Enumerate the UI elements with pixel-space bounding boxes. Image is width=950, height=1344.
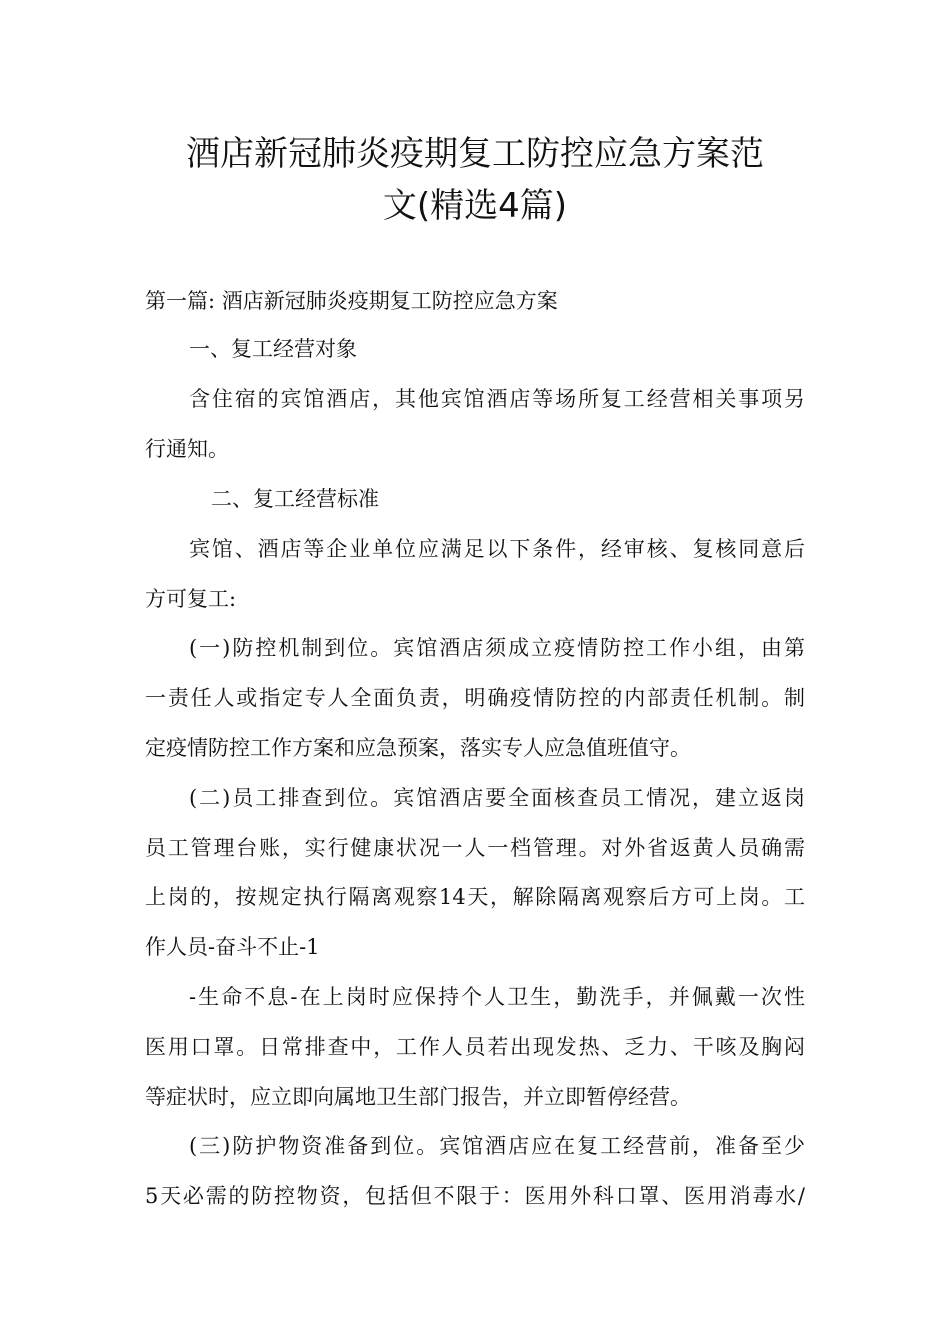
paragraph-line: 医用口罩。日常排查中，工作人员若出现发热、乏力、干咳及胸闷 bbox=[145, 1035, 805, 1059]
paragraph-line: 作人员-奋斗不止-1 bbox=[145, 935, 320, 959]
paragraph-line: 等症状时，应立即向属地卫生部门报告，并立即暂停经营。 bbox=[145, 1085, 691, 1109]
paragraph-line: (二)员工排查到位。宾馆酒店要全面核查员工情况，建立返岗 bbox=[189, 786, 805, 810]
paragraph-line: 定疫情防控工作方案和应急预案，落实专人应急值班值守。 bbox=[145, 736, 691, 760]
section-heading-part-1: 第一篇: 酒店新冠肺炎疫期复工防控应急方案 bbox=[145, 289, 558, 313]
document-title bbox=[145, 128, 805, 232]
paragraph-line: 宾馆、酒店等企业单位应满足以下条件，经审核、复核同意后 bbox=[189, 537, 805, 561]
subheading-resumption-standard: 二、复工经营标准 bbox=[211, 487, 379, 511]
paragraph-line: 一责任人或指定专人全面负责，明确疫情防控的内部责任机制。制 bbox=[145, 686, 805, 710]
paragraph-line: 方可复工: bbox=[145, 587, 237, 611]
subheading-resumption-target: 一、复工经营对象 bbox=[189, 337, 357, 361]
paragraph-line: (一)防控机制到位。宾馆酒店须成立疫情防控工作小组，由第 bbox=[189, 636, 805, 660]
paragraph-line: 上岗的，按规定执行隔离观察14天，解除隔离观察后方可上岗。工 bbox=[145, 885, 805, 909]
title-line-1: 酒店新冠肺炎疫期复工防控应急方案范 bbox=[186, 134, 764, 174]
title-line-2: 文(精选4篇) bbox=[382, 186, 568, 226]
paragraph-line: -生命不息-在上岗时应保持个人卫生，勤洗手，并佩戴一次性 bbox=[189, 985, 805, 1009]
paragraph-line: 行通知。 bbox=[145, 437, 229, 461]
paragraph-line: 含住宿的宾馆酒店，其他宾馆酒店等场所复工经营相关事项另 bbox=[189, 387, 805, 411]
paragraph-line: 5天必需的防控物资，包括但不限于：医用外科口罩、医用消毒水/ bbox=[145, 1184, 805, 1208]
paragraph-line: 员工管理台账，实行健康状况一人一档管理。对外省返黄人员确需 bbox=[145, 836, 805, 860]
paragraph-line: (三)防护物资准备到位。宾馆酒店应在复工经营前，准备至少 bbox=[189, 1134, 805, 1158]
